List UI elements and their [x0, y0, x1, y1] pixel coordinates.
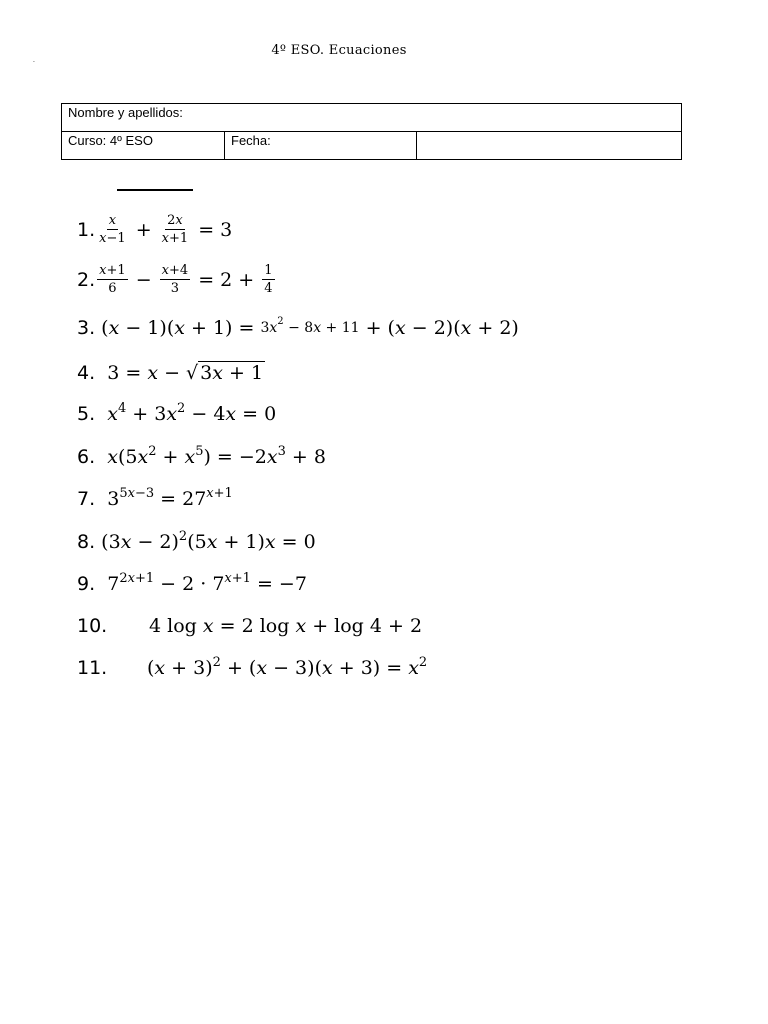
equation-9: 9. $7^{2x+1} - 2 \cdot 7^{x+1} = -7$ [77, 571, 307, 595]
course-field: Curso: 4º ESO [62, 132, 225, 160]
equation-number: 8. [77, 531, 96, 553]
equation-10: 10. 4 log x = 2 log x + log 4 + 2 [77, 615, 423, 637]
name-field[interactable]: Nombre y apellidos: [62, 104, 682, 132]
student-info-table [61, 103, 682, 160]
date-field[interactable]: Fecha: [225, 132, 417, 160]
equation-5: 5. $x^4 + 3x^2 - 4x = 0$ [77, 401, 277, 425]
equation-number: 5. [77, 403, 96, 425]
equation-8: 8. $(3x - 2)^2(5x + 1)x = 0$ [77, 529, 316, 553]
equation-number: 11. [77, 657, 108, 679]
underline-blank [117, 189, 193, 191]
equation-4: 4. 3 = x − √ 3x + 1 [77, 361, 264, 384]
equation-7: 7. $3^{5x-3} = 27^{x+1}$ [77, 486, 233, 510]
equation-3: 3. (x − 1)(x + 1) = $3x^2 - 8x + 11$ + (x − 2)(x + 2) [77, 316, 519, 339]
equation-number: 10. [77, 615, 108, 637]
equation-number: 2. [77, 268, 96, 291]
stray-dot: . [33, 57, 35, 64]
equation-1: 1. $\frac{x}{x-1}$ + $\frac{2x}{x+1}$ = 3 [77, 213, 233, 246]
extra-field[interactable] [417, 132, 682, 160]
equation-number: 3. [77, 317, 96, 339]
equation-2: 2. $\frac{x+1}{6}$ − $\frac{x+4}{3}$ = 2 + $\frac{1}{4}$ [77, 263, 273, 296]
equation-11: 11. $(x + 3)^2 + (x - 3)(x + 3) = x^2$ [77, 655, 428, 679]
equation-6: 6. $x(5x^2 + x^5) = -2x^3 + 8$ [77, 444, 326, 468]
equation-number: 6. [77, 446, 96, 468]
equation-number: 7. [77, 488, 96, 510]
equation-number: 1. [77, 218, 96, 241]
equation-number: 9. [77, 573, 96, 595]
equation-number: 4. [77, 361, 96, 384]
page-title: 4º ESO. Ecuaciones [271, 43, 407, 58]
